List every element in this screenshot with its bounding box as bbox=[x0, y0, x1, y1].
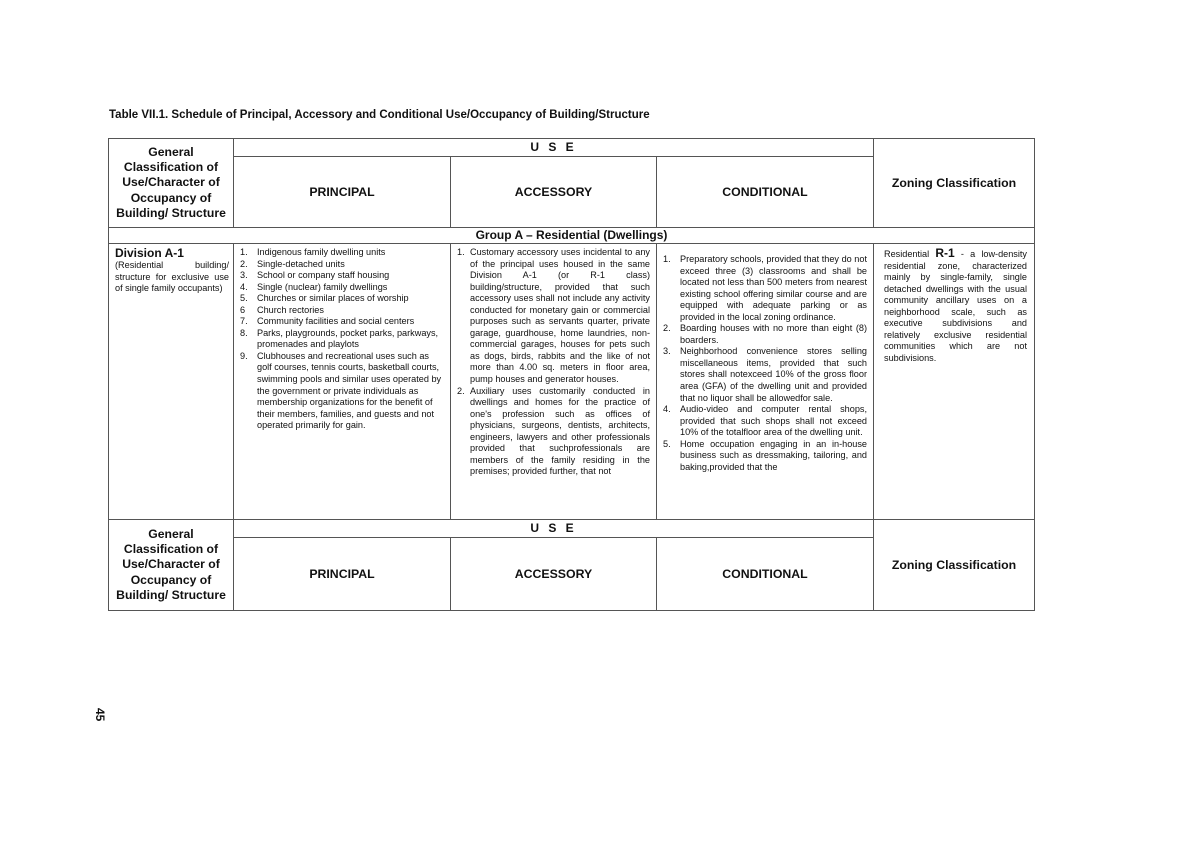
header-principal-repeat: PRINCIPAL bbox=[234, 538, 451, 611]
principal-item bbox=[240, 293, 444, 305]
conditional-item bbox=[663, 346, 867, 404]
header-accessory: ACCESSORY bbox=[451, 157, 657, 228]
zoning-prefix: Residential bbox=[884, 249, 930, 259]
zoning-description: - a low-density residential zone, characterized mainly by single-family, single detached dwellings with the usual community ancillary uses on a neighborhood scale, such as executive subdivisions and relatively exclusive residential communities which are not subdivisions. bbox=[884, 249, 1027, 363]
principal-cell bbox=[234, 244, 451, 520]
principal-item-text: Single (nuclear) family dwellings bbox=[257, 281, 388, 292]
principal-item bbox=[240, 316, 444, 328]
principal-item bbox=[240, 351, 444, 432]
conditional-item bbox=[663, 439, 867, 474]
header-zoning-classification-repeat: Zoning Classification bbox=[874, 520, 1035, 611]
principal-item-text: Church rectories bbox=[257, 304, 324, 315]
principal-item-text: School or company staff housing bbox=[257, 270, 390, 281]
conditional-item-text: Neighborhood convenience stores selling miscellaneous items, provided that such stores shall notexceed 10% of the gross floor area (GFA) of the dwelling unit and provided that no liquor shall be allowedfor sale. bbox=[680, 346, 867, 403]
conditional-item-text: Home occupation engaging in an in-house business such as dressmaking, tailoring, and baking,provided that the bbox=[680, 438, 867, 472]
principal-item-text: Churches or similar places of worship bbox=[257, 293, 409, 304]
principal-item-number: 3. bbox=[240, 270, 248, 281]
principal-item-number: 4. bbox=[240, 281, 248, 292]
principal-item-text: Clubhouses and recreational uses such as golf courses, tennis courts, basketball courts, swimming pools and similar uses operated by the government or private individuals as membership organizations for the benefit of their members, families, and guests and not operated primarily for gain. bbox=[257, 350, 442, 431]
principal-item bbox=[240, 305, 444, 317]
conditional-item-text: Audio-video and computer rental shops, provided that such shops shall not exceed 10% of the totalfloor area of the dwelling unit. bbox=[680, 404, 867, 438]
conditional-item-number: 5. bbox=[663, 438, 671, 449]
schedule-table bbox=[108, 138, 1035, 611]
principal-item-number: 7. bbox=[240, 316, 248, 327]
principal-item bbox=[240, 259, 444, 271]
accessory-cell bbox=[451, 244, 657, 520]
principal-item-number: 2. bbox=[240, 258, 248, 269]
conditional-item-number: 4. bbox=[663, 404, 671, 415]
conditional-item bbox=[663, 323, 867, 346]
accessory-item-text: Customary accessory uses incidental to any of the principal uses housed in the same Division A-1 (or R-1 class) building/structure, provided that such accessory uses shall not include any activity conducted for monetary gain or commercial purposes such as servants quarter, private garage, guardhouse, home laundries, non-commercial garages, houses for pets such as dogs, birds, rabbits and the like of not more than 4.00 sq. meters in floor area, pump houses and generator houses. bbox=[470, 247, 650, 385]
principal-item-number: 6 bbox=[240, 304, 246, 315]
division-title: Division A-1 bbox=[115, 246, 184, 260]
header-use: U S E bbox=[234, 139, 874, 157]
page-number: 45 bbox=[93, 708, 107, 722]
accessory-item bbox=[457, 247, 650, 386]
conditional-item-number: 1. bbox=[663, 254, 671, 264]
group-a-heading: Group A – Residential (Dwellings) bbox=[109, 228, 1035, 244]
division-description: (Residential building/ structure for exclusive use of single family occupants) bbox=[115, 260, 229, 294]
principal-item bbox=[240, 270, 444, 282]
conditional-item bbox=[663, 254, 867, 323]
header-general-classification-repeat: General Classification of Use/Character of Occupancy of Building/ Structure bbox=[109, 520, 234, 611]
conditional-item bbox=[663, 404, 867, 439]
header-principal: PRINCIPAL bbox=[234, 157, 451, 228]
zoning-code: R-1 bbox=[935, 246, 955, 260]
principal-item-text: Community facilities and social centers bbox=[257, 316, 415, 327]
conditional-item-number: 2. bbox=[663, 323, 671, 334]
header-use-repeat: U S E bbox=[234, 520, 874, 538]
accessory-item-number: 1. bbox=[457, 247, 465, 257]
zoning-cell bbox=[874, 244, 1035, 520]
header-accessory-repeat: ACCESSORY bbox=[451, 538, 657, 611]
conditional-item-number: 3. bbox=[663, 346, 671, 357]
conditional-cell bbox=[657, 244, 874, 520]
principal-item bbox=[240, 247, 444, 259]
header-zoning-classification: Zoning Classification bbox=[874, 139, 1035, 228]
header-conditional: CONDITIONAL bbox=[657, 157, 874, 228]
principal-item-number: 9. bbox=[240, 350, 248, 361]
accessory-item bbox=[457, 386, 650, 478]
conditional-item-text: Boarding houses with no more than eight (8) boarders. bbox=[680, 323, 867, 345]
principal-item-number: 5. bbox=[240, 293, 248, 304]
principal-item-number: 1. bbox=[240, 247, 248, 257]
conditional-item-text: Preparatory schools, provided that they do not exceed three (3) classrooms and shall be located not less than 500 meters from nearest existing school offering similar course and are equipped with adequate parking or as provided in the local zoning ordinance. bbox=[680, 254, 867, 322]
principal-item bbox=[240, 282, 444, 294]
accessory-item-number: 2. bbox=[457, 385, 465, 396]
accessory-item-text: Auxiliary uses customarily conducted in dwellings and homes for the practice of one's profession such as offices of physicians, surgeons, dentists, architects, engineers, lawyers and other professionals provided that suchprofessionals are members of the family residing in the premises; provided further, that not bbox=[470, 385, 650, 477]
header-general-classification: General Classification of Use/Character of Occupancy of Building/ Structure bbox=[109, 139, 234, 228]
table-title: Table VII.1. Schedule of Principal, Accessory and Conditional Use/Occupancy of Building/Structure bbox=[109, 109, 650, 121]
principal-item bbox=[240, 328, 444, 351]
header-conditional-repeat: CONDITIONAL bbox=[657, 538, 874, 611]
principal-item-text: Indigenous family dwelling units bbox=[257, 247, 386, 257]
principal-item-text: Single-detached units bbox=[257, 258, 345, 269]
principal-item-text: Parks, playgrounds, pocket parks, parkways, promenades and playlots bbox=[257, 327, 439, 350]
principal-item-number: 8. bbox=[240, 327, 248, 338]
division-a1-cell bbox=[109, 244, 234, 520]
